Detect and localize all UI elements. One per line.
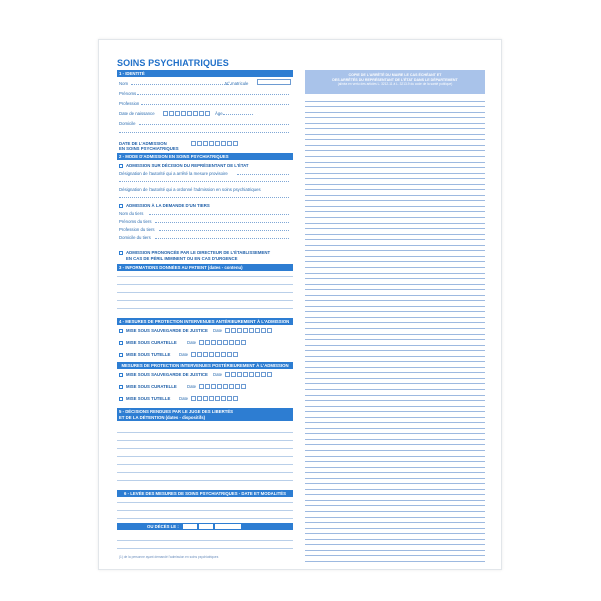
infos-line-3[interactable]: [117, 292, 293, 293]
date-admission-field[interactable]: [191, 141, 238, 146]
tutelle-ant-checkbox[interactable]: [119, 353, 123, 357]
date-naissance-field[interactable]: [163, 111, 210, 116]
left-column: [117, 70, 293, 565]
section-mesures-ant-header: 4 - MESURES DE PROTECTION INTERVENUES ANTÉRIEUREMENT À L'ADMISSION: [117, 318, 293, 325]
curatelle-ant-checkbox[interactable]: [119, 341, 123, 345]
curatelle-ant-date-label: Date: [187, 340, 197, 345]
arretes-header-subtitle: (alinéa en vertu des articles L. 3212-11 à L. 3213-9 du code de la santé publique): [337, 82, 453, 87]
curatelle-post-checkbox[interactable]: [119, 385, 123, 389]
tutelle-ant-date-field[interactable]: [191, 352, 238, 357]
tutelle-post-date-field[interactable]: [191, 396, 238, 401]
tutelle-post-date-label: Date: [179, 396, 189, 401]
sauvegarde-ant-date-field[interactable]: [225, 328, 272, 333]
curatelle-post-label: MISE SOUS CURATELLE: [126, 384, 177, 389]
designation-arrete-field-2[interactable]: [119, 181, 289, 182]
section-identite-header: 1 - IDENTITÉ: [117, 70, 293, 77]
levee-line-2[interactable]: [117, 510, 293, 511]
decisions-line-2[interactable]: [117, 440, 293, 441]
decisions-line-6[interactable]: [117, 472, 293, 473]
arretes-header-line-2: DES ARRÊTÉS DU REPRÉSENTANT DE L'ÉTAT DANS LE DÉPARTEMENT: [332, 77, 458, 82]
nom-tiers-label: Nom du tiers: [119, 211, 144, 216]
tutelle-ant-label: MISE SOUS TUTELLE: [126, 352, 171, 357]
sauvegarde-ant-checkbox[interactable]: [119, 329, 123, 333]
deces-line-1[interactable]: [117, 540, 293, 541]
prenoms-label: Prénoms: [119, 91, 137, 96]
curatelle-ant-label: MISE SOUS CURATELLE: [126, 340, 177, 345]
deces-label: OU DÉCÈS LE :: [147, 524, 179, 529]
page-title: SOINS PSYCHIATRIQUES: [117, 58, 229, 68]
designation-arrete-label: Désignation de l'autorité qui a arrêté la mesure provisoire: [119, 171, 228, 176]
infos-line-5[interactable]: [117, 308, 293, 309]
date-admission-label-2: EN SOINS PSYCHIATRIQUES: [119, 146, 179, 151]
section-mesures-post-header: MESURES DE PROTECTION INTERVENUES POSTÉRIEUREMENT À L'ADMISSION: [117, 362, 293, 369]
decisions-line-7[interactable]: [117, 480, 293, 481]
sauvegarde-ant-date-label: Date: [213, 328, 223, 333]
deces-month-field[interactable]: [199, 524, 213, 529]
etat-checkbox[interactable]: [119, 164, 123, 168]
deces-day-field[interactable]: [183, 524, 197, 529]
deces-bar: [117, 523, 293, 530]
section-decisions-header: [117, 408, 293, 421]
deces-year-field[interactable]: [215, 524, 241, 529]
prenoms-tiers-label: Prénoms du tiers: [119, 219, 152, 224]
domicile-field[interactable]: [139, 124, 289, 125]
section-decisions-line-1: 5 - DÉCISIONS RENDUES PAR LE JUGE DES LIBERTÉS: [119, 408, 234, 414]
prenoms-tiers-field[interactable]: [155, 222, 289, 223]
section-levee-header: 6 - LEVÉE DES MESURES DE SOINS PSYCHIATRIQUES - DATE ET MODALITÉS: [117, 490, 293, 497]
sauvegarde-post-date-field[interactable]: [225, 372, 272, 377]
decisions-line-1[interactable]: [117, 432, 293, 433]
infos-line-2[interactable]: [117, 284, 293, 285]
infos-line-4[interactable]: [117, 300, 293, 301]
levee-line-3[interactable]: [117, 518, 293, 519]
decisions-line-5[interactable]: [117, 464, 293, 465]
prenoms-field[interactable]: [137, 94, 289, 95]
tutelle-post-checkbox[interactable]: [119, 397, 123, 401]
matricule-label: N° matricule: [225, 81, 249, 86]
arretes-header: [305, 70, 485, 94]
sauvegarde-post-label: MISE SOUS SAUVEGARDE DE JUSTICE: [126, 372, 208, 377]
tiers-label: ADMISSION À LA DEMANDE D'UN TIERS: [126, 203, 210, 208]
right-column: [305, 70, 485, 565]
domicile-field-2[interactable]: [119, 132, 289, 133]
levee-line-1[interactable]: [117, 502, 293, 503]
profession-tiers-label: Profession du tiers: [119, 227, 155, 232]
tutelle-post-label: MISE SOUS TUTELLE: [126, 396, 171, 401]
tiers-checkbox[interactable]: [119, 204, 123, 208]
domicile-tiers-field[interactable]: [155, 238, 289, 239]
decisions-line-4[interactable]: [117, 456, 293, 457]
date-naissance-label: Date de naissance: [119, 111, 155, 116]
profession-tiers-field[interactable]: [159, 230, 289, 231]
nom-tiers-field[interactable]: [149, 214, 289, 215]
nom-label: Nom: [119, 81, 129, 86]
section-decisions-line-2: ET DE LA DÉTENTION (dates - dispositifs): [119, 414, 206, 420]
curatelle-post-date-label: Date: [187, 384, 197, 389]
tutelle-ant-date-label: Date: [179, 352, 189, 357]
register-page: [98, 39, 502, 570]
footnote: (1) de la personne ayant demandé l'admission en soins psychiatriques: [119, 555, 219, 559]
curatelle-ant-date-field[interactable]: [199, 340, 246, 345]
age-label: Âge: [215, 111, 223, 116]
sauvegarde-ant-label: MISE SOUS SAUVEGARDE DE JUSTICE: [126, 328, 208, 333]
arretes-line[interactable]: [305, 556, 485, 562]
directeur-label: ADMISSION PRONONCÉE PAR LE DIRECTEUR DE L'ÉTABLISSEMENT: [126, 250, 271, 255]
infos-line-1[interactable]: [117, 276, 293, 277]
directeur-label-2: EN CAS DE PÉRIL IMMINENT OU EN CAS D'URGENCE: [126, 256, 238, 261]
profession-label: Profession: [119, 101, 140, 106]
arretes-header-line-1: COPIE DE L'ARRÊTÉ DU MAIRE LE CAS ÉCHÉANT ET: [348, 73, 442, 77]
section-mode-header: 2 - MODE D'ADMISSION EN SOINS PSYCHIATRIQUES: [117, 153, 293, 160]
nom-field[interactable]: [131, 84, 231, 85]
sauvegarde-post-checkbox[interactable]: [119, 373, 123, 377]
profession-field[interactable]: [141, 104, 289, 105]
curatelle-post-date-field[interactable]: [199, 384, 246, 389]
designation-arrete-field[interactable]: [237, 174, 289, 175]
sauvegarde-post-date-label: Date: [213, 372, 223, 377]
designation-admission-field[interactable]: [119, 197, 289, 198]
directeur-checkbox[interactable]: [119, 251, 123, 255]
designation-admission-label: Désignation de l'autorité qui a ordonné l'admission en soins psychiatriques: [119, 187, 261, 192]
matricule-field[interactable]: [257, 79, 291, 85]
domicile-label: Domicile: [119, 121, 136, 126]
etat-label: ADMISSION SUR DÉCISION DU REPRÉSENTANT DE L'ÉTAT: [126, 163, 249, 168]
deces-line-2[interactable]: [117, 548, 293, 549]
age-field[interactable]: [223, 114, 253, 115]
decisions-line-3[interactable]: [117, 448, 293, 449]
date-admission-label: DATE DE L'ADMISSION: [119, 141, 167, 146]
section-infos-header: 3 - INFORMATIONS DONNÉES AU PATIENT (dates - contenu): [117, 264, 293, 271]
domicile-tiers-label: Domicile du tiers: [119, 235, 151, 240]
arretes-lines[interactable]: [305, 96, 485, 562]
